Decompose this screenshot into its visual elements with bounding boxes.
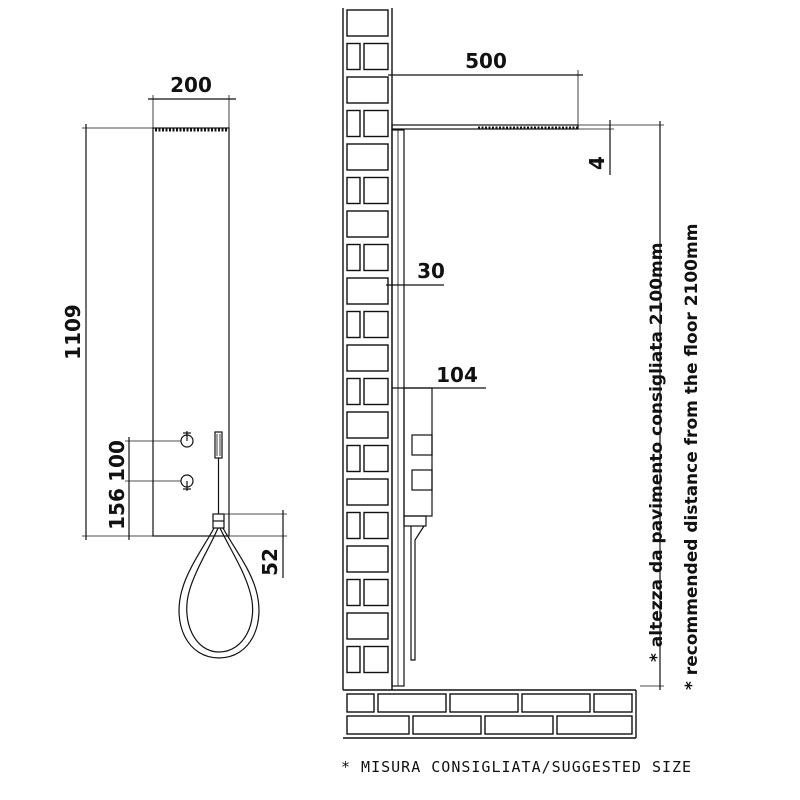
wall-brick <box>347 178 360 204</box>
wall-brick <box>347 546 388 572</box>
wall-brick <box>347 379 360 405</box>
footer-note: * MISURA CONSIGLIATA/SUGGESTED SIZE <box>341 758 693 776</box>
wall-brick <box>347 111 360 137</box>
wall-brick <box>364 111 388 137</box>
wall-brick <box>347 211 388 237</box>
floor-brick <box>594 694 632 712</box>
wall-brick <box>347 144 388 170</box>
wall-brick <box>347 580 360 606</box>
italian-height-note: * altezza da pavimento consigliata 2100mm <box>647 242 667 662</box>
floor-brick <box>522 694 590 712</box>
control-depth-label: 104 <box>436 363 478 387</box>
bottom-offset-label: 156 <box>105 488 129 530</box>
wall-brick <box>347 613 388 639</box>
wall-brick <box>364 580 388 606</box>
wall-brick <box>347 479 388 505</box>
wall-brick <box>364 44 388 70</box>
brick-wall <box>343 8 392 690</box>
floor-brick <box>347 716 409 734</box>
head-projection-label: 500 <box>465 49 507 73</box>
side-view <box>343 8 702 738</box>
wall-brick <box>347 44 360 70</box>
valve-spacing-label: 100 <box>105 440 129 482</box>
wall-brick <box>347 446 360 472</box>
head-thickness-label: 4 <box>585 156 609 170</box>
wall-brick <box>364 446 388 472</box>
wall-brick <box>347 278 388 304</box>
wall-brick <box>364 245 388 271</box>
wall-brick <box>347 345 388 371</box>
wall-brick <box>347 647 360 673</box>
lower-valve-knob-icon <box>181 475 193 491</box>
wall-brick <box>347 312 360 338</box>
wall-brick <box>347 412 388 438</box>
wall-brick <box>364 312 388 338</box>
floor-brick <box>557 716 632 734</box>
wall-brick <box>364 647 388 673</box>
panel-depth-label: 30 <box>417 259 445 283</box>
panel-front-outline <box>153 128 229 536</box>
wall-brick <box>364 379 388 405</box>
english-height-note: * recommended distance from the floor 2100mm <box>682 223 702 690</box>
height-dimension-label: 1109 <box>61 304 85 360</box>
control-block-icon <box>404 388 432 660</box>
hose-icon <box>179 528 259 658</box>
floor-brick <box>378 694 446 712</box>
wall-brick <box>364 513 388 539</box>
floor-brick <box>413 716 481 734</box>
hand-shower-icon <box>213 432 224 528</box>
rain-head-icon <box>392 125 578 129</box>
wall-brick <box>347 245 360 271</box>
floor-brick <box>485 716 553 734</box>
floor-brick <box>347 694 374 712</box>
floor-brick <box>450 694 518 712</box>
wall-brick <box>364 178 388 204</box>
brick-floor <box>343 690 636 738</box>
front-view <box>61 73 287 658</box>
hand-shower-offset-label: 52 <box>258 548 282 576</box>
upper-valve-knob-icon <box>181 431 193 447</box>
wall-brick <box>347 513 360 539</box>
wall-brick <box>347 77 388 103</box>
wall-brick <box>347 10 388 36</box>
width-dimension-label: 200 <box>170 73 212 97</box>
